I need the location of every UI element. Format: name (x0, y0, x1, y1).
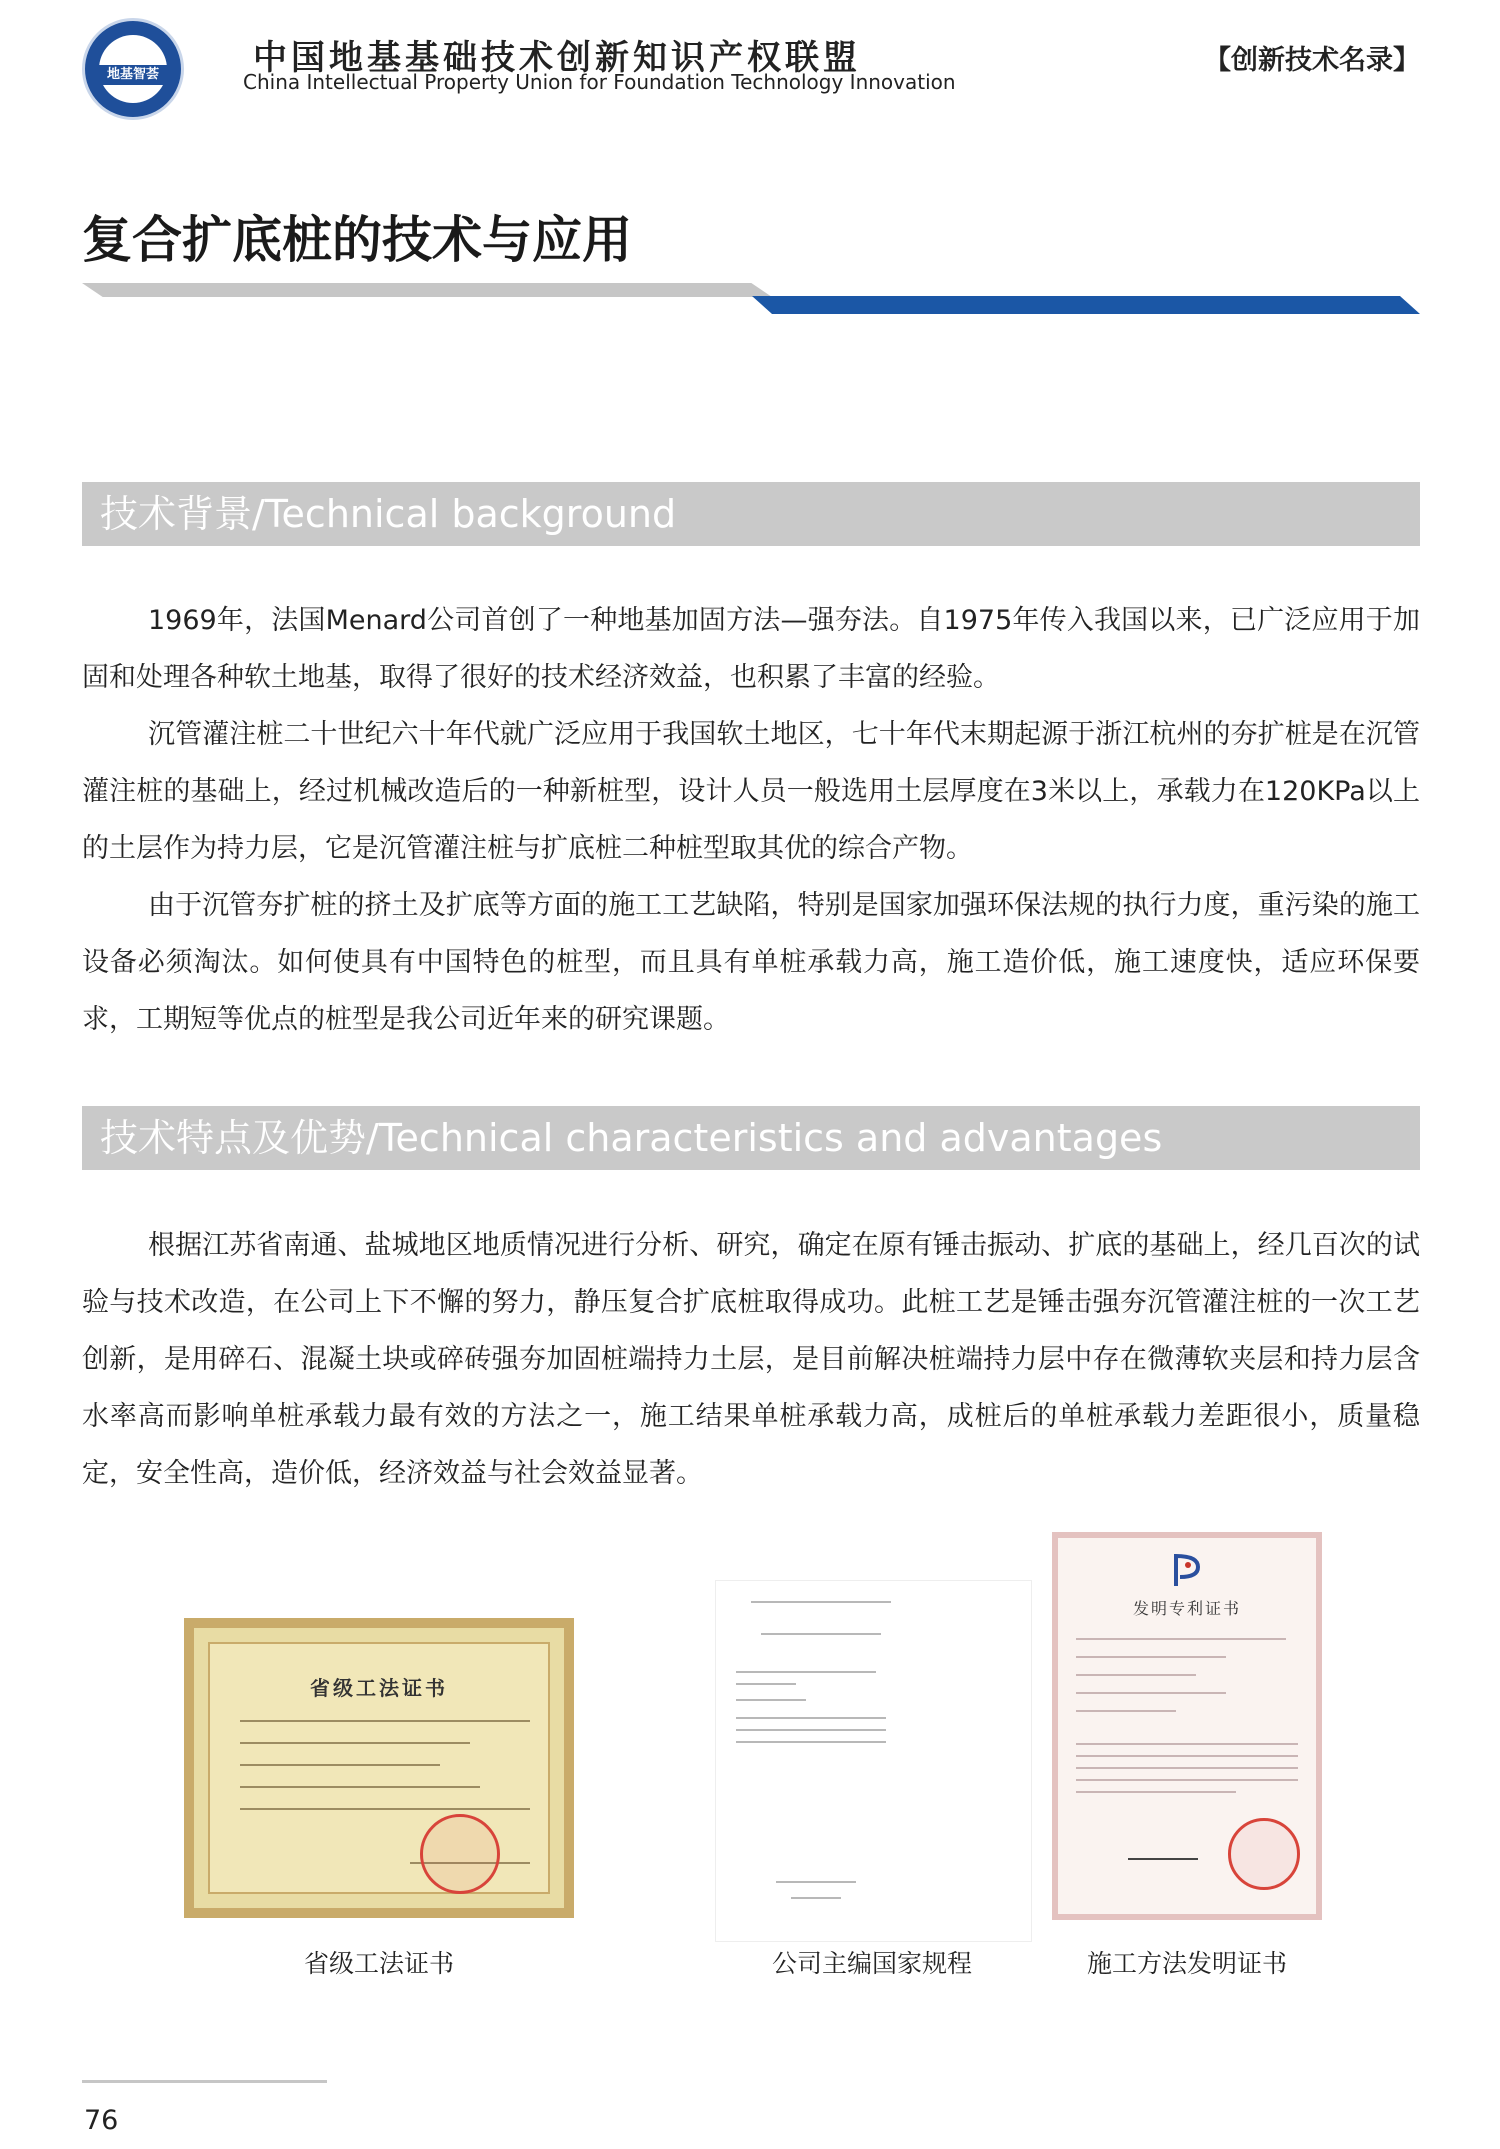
paragraph: 根据江苏省南通、盐城地区地质情况进行分析、研究，确定在原有锤击振动、扩底的基础上，经几百次的试验与技术改造，在公司上下不懈的努力，静压复合扩底桩取得成功。此桩工艺是锤击强夯沉管灌注桩的一次工艺创新，是用碎石、混凝土块或碎砖强夯加固桩端持力土层，是目前解决桩端持力层中存在微薄软夹层和持力层含水率高而影响单桩承载力最有效的方法之一，施工结果单桩承载力高，成桩后的单桩承载力差距很小，质量稳定，安全性高，造价低，经济效益与社会效益显著。 (82, 1230, 1420, 1489)
paragraph: 由于沉管夯扩桩的挤土及扩底等方面的施工工艺缺陷，特别是国家加强环保法规的执行力度，重污染的施工设备必须淘汰。如何使具有中国特色的桩型，而且具有单桩承载力高，施工造价低，施工速度快，适应环保要求，工期短等优点的桩型是我公司近年来的研究课题。 (82, 890, 1420, 1035)
section-heading-advantages: 技术特点及优势/Technical characteristics and advantages (82, 1106, 1420, 1170)
red-seal-icon (1228, 1818, 1300, 1890)
section-heading-background: 技术背景/Technical background (82, 482, 1420, 546)
certificate-caption: 施工方法发明证书 (1086, 1949, 1287, 1978)
logo-text: 地基智荟 (91, 65, 175, 85)
org-name-cn: 中国地基基础技术创新知识产权联盟 (253, 38, 861, 78)
page-title: 复合扩底桩的技术与应用 (82, 211, 632, 269)
org-name-en: China Intellectual Property Union for Foundation Technology Innovation (243, 70, 956, 94)
paragraph: 1969年，法国Menard公司首创了一种地基加固方法—强夯法。自1975年传入我国以来，已广泛应用于加固和处理各种软土地基，取得了很好的技术经济效益，也积累了丰富的经验。 (82, 605, 1420, 693)
red-seal-icon (420, 1814, 500, 1894)
footer-divider (82, 2080, 327, 2083)
national-code-cover-image (715, 1580, 1032, 1942)
catalog-label: 【创新技术名录】 (1204, 45, 1420, 76)
signature (1128, 1858, 1198, 1860)
provincial-method-certificate-image (184, 1618, 574, 1918)
page-number: 76 (84, 2105, 119, 2136)
paragraph: 沉管灌注桩二十世纪六十年代就广泛应用于我国软土地区，七十年代末期起源于浙江杭州的夯扩桩是在沉管灌注桩的基础上，经过机械改造后的一种新桩型，设计人员一般选用土层厚度在3米以上，承载力在120KPa以上的土层作为持力层，它是沉管灌注桩与扩底桩二种桩型取其优的综合产物。 (82, 719, 1420, 864)
certificate-caption: 公司主编国家规程 (771, 1949, 972, 1978)
title-underline-gray (82, 283, 772, 297)
certificate-title: 省级工法证书 (310, 1676, 448, 1700)
union-logo (82, 18, 184, 120)
title-underline-blue (752, 296, 1420, 314)
certificate-title: 发明专利证书 (1132, 1599, 1241, 1618)
logo-year: 2014 (114, 85, 152, 100)
invention-patent-certificate-image (1052, 1532, 1322, 1920)
certificate-caption: 省级工法证书 (303, 1949, 454, 1978)
patent-office-logo-icon (1172, 1552, 1202, 1588)
